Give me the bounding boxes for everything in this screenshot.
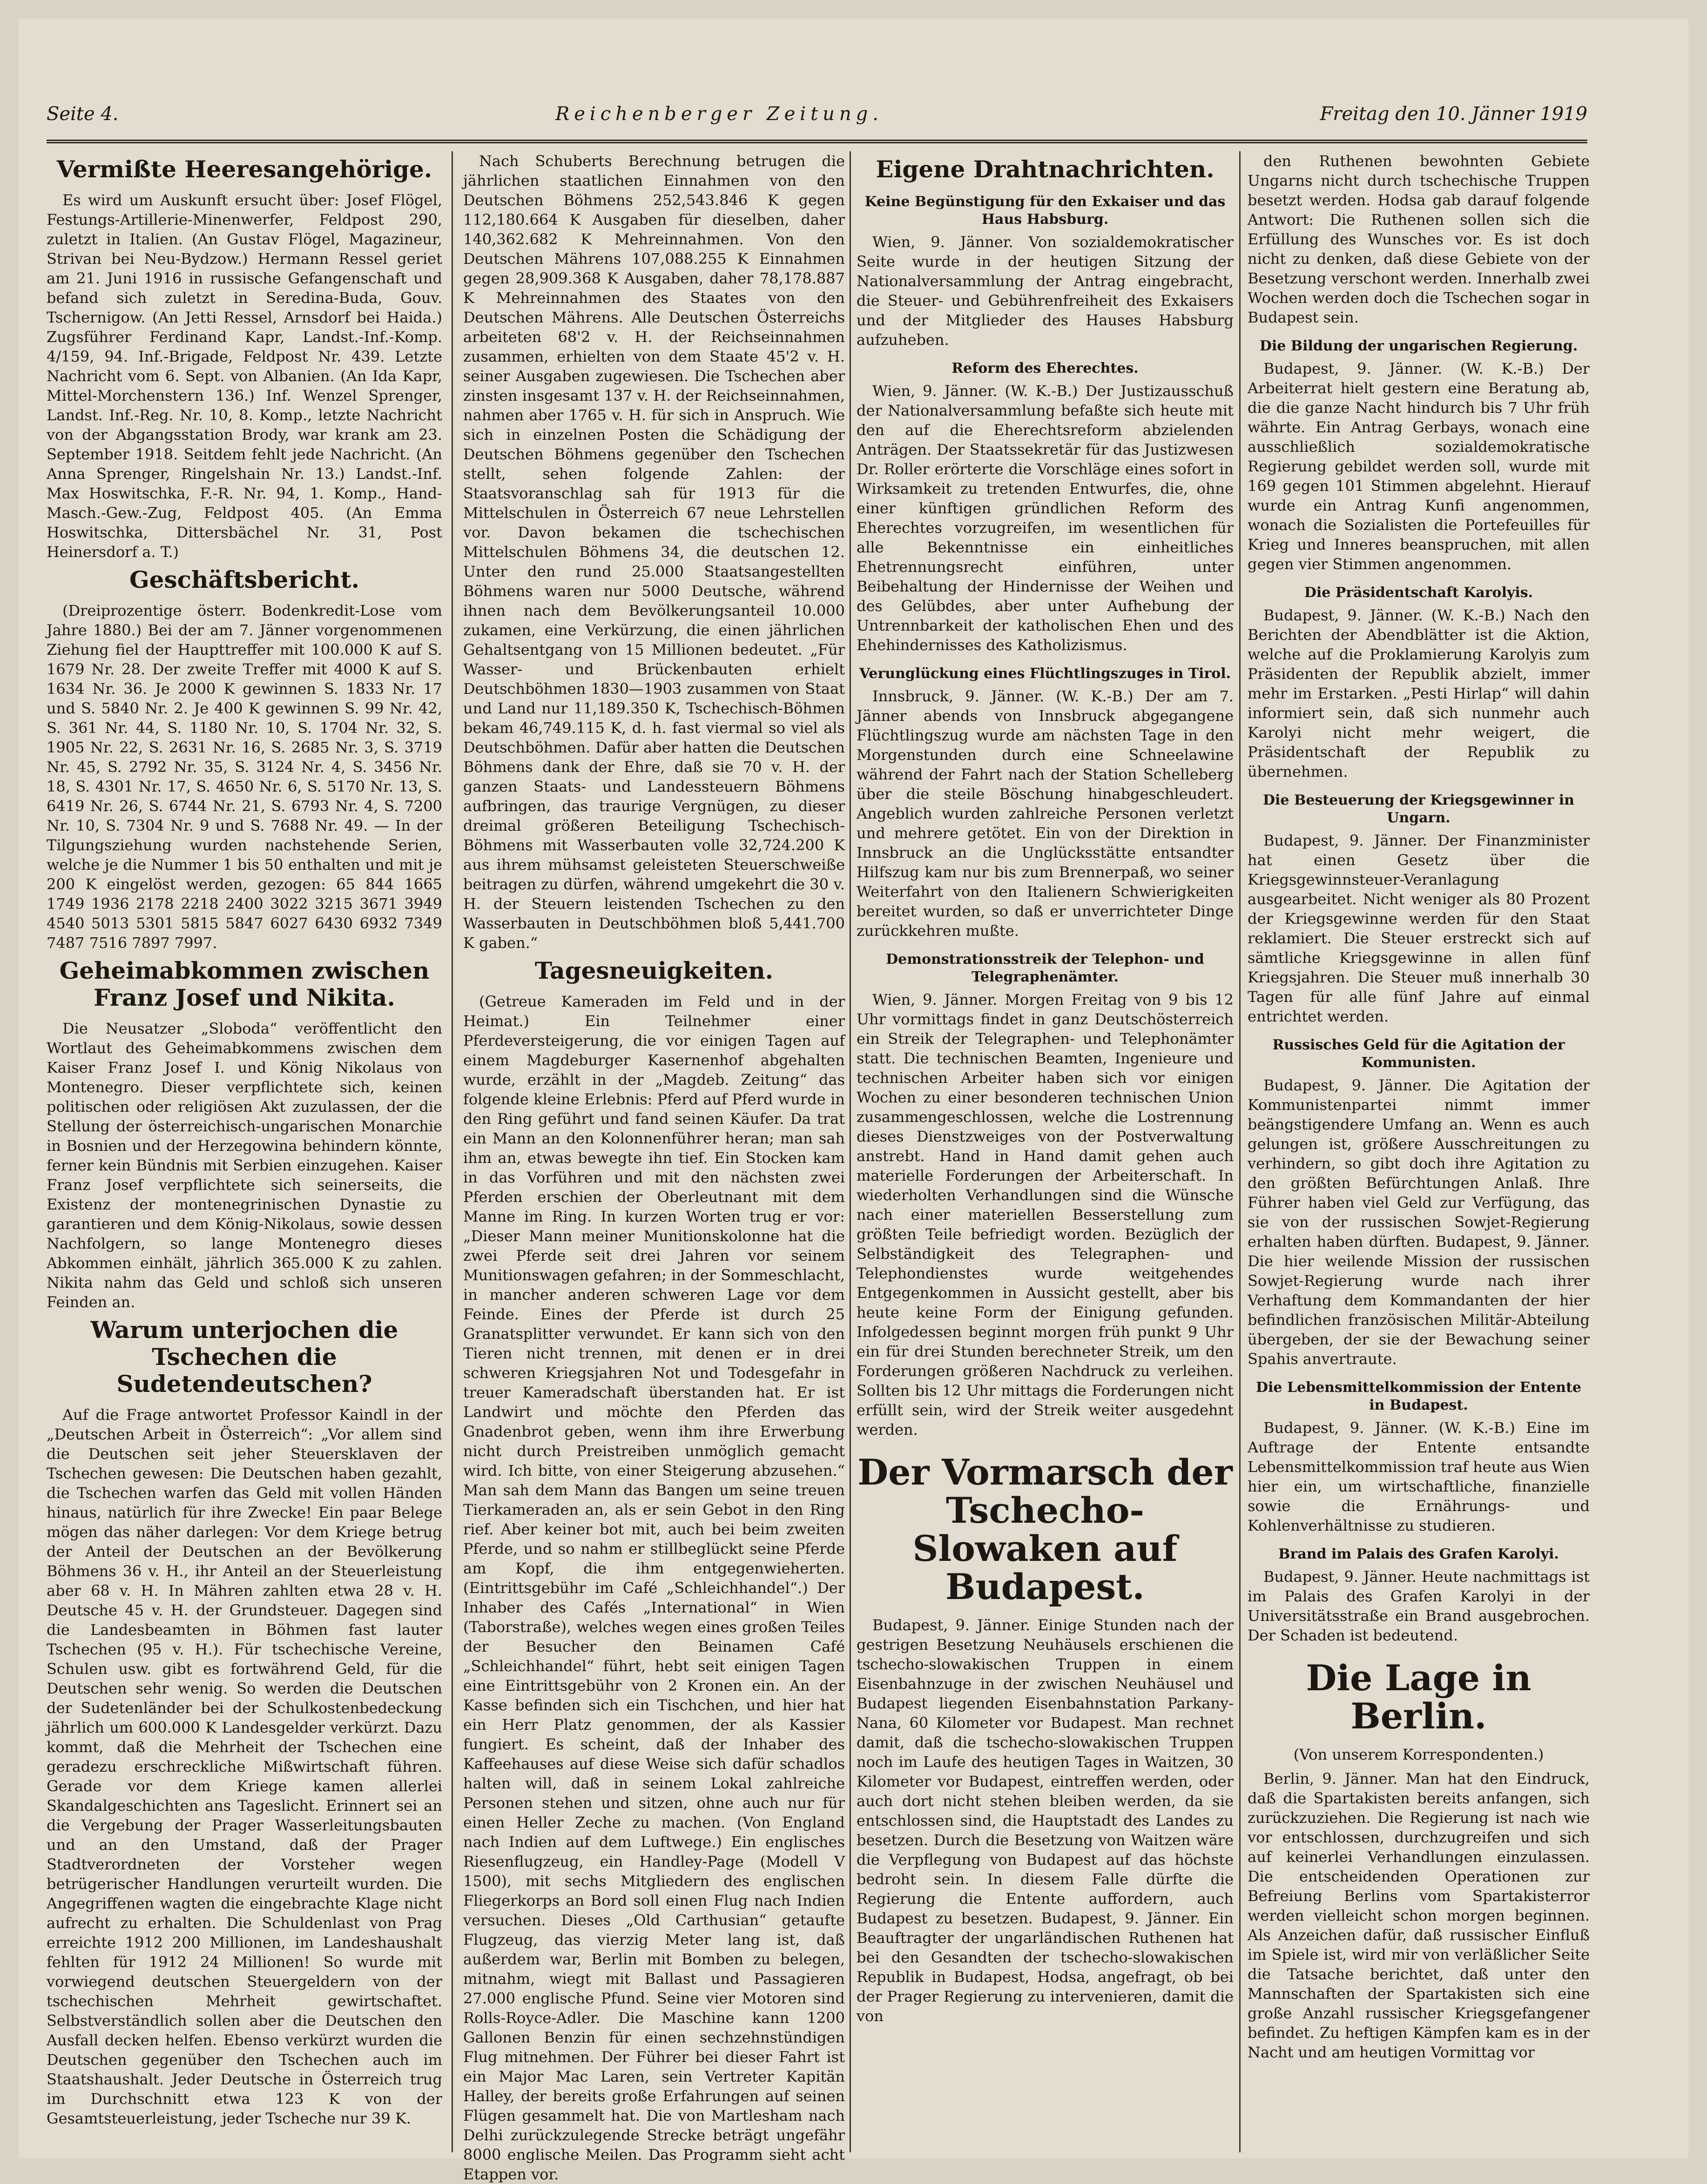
article-text: Innsbruck, 9. Jänner. (W. K.-B.) Der am 7. Jänner abends von Innsbruck abgegangene Flüchtlingszug wurde am nächsten Tage in den Morgenstunden durch eine Schneelawine während der Fahrt nach der Station Schelleberg über die steile Böschung hinabgeschleudert. Angeblich wurden zahlreiche Personen verletzt und mehrere getötet. Ein von der Direktion in Innsbruck an die Unglücksstätte entsandter Hilfszug kam nur bis zum Brennerpaß, wo seiner Weiterfahrt von den Italienern Schwierigkeiten bereitet wurden, so daß er unverrichteter Dinge zurückkehren mußte. (857, 687, 1234, 940)
article-text: Die Neusatzer „Sloboda“ veröffentlicht den Wortlaut des Geheimabkommens zwischen dem Kaiser Franz Josef I. und König Nikolaus von Montenegro. Dieser verpflichtete sich, keinen politischen oder religiösen Akt zuzulassen, der die Stellung der österreichisch-ungarischen Monarchie in Bosnien und der Herzegowina behindern könnte, ferner kein Bündnis mit Serbien einzugehen. Kaiser Franz Josef verpflichtete sich seinerseits, die Existenz der montenegrinischen Dynastie zu garantieren und dem König-Nikolaus, sowie dessen Nachfolgern, so lange Montenegro dieses Abkommen einhält, jährlich 365.000 K zu zahlen. Nikita nahm das Geld und schloß sich unseren Feinden an. (47, 1020, 442, 1311)
headline-advance-budapest: Der Vormarsch der Tschecho-Slowaken auf Budapest. (857, 1452, 1233, 1607)
article-title: Demonstrationsstreik der Telephon- und Telegraphenämter. (886, 951, 1204, 985)
column-2 (463, 151, 845, 2183)
article-text: Budapest, 9. Jänner. (W. K.-B.) Der Arbeiterrat hielt gestern eine Beratung ab, die die ganze Nacht hindurch bis 7 Uhr früh währte. Ein Antrag Gerbays, wonach eine ausschließlich sozialdemokratische Regierung gebildet werden soll, wurde mit 169 gegen 101 Stimmen abgelehnt. Hierauf wurde ein Antrag Kunfi angenommen, wonach die Sozialisten die Portefeuilles für Krieg und Inneres beanspruchen, mit allen gegen vier Stimmen angenommen. (1248, 360, 1590, 573)
article-text: Budapest, 9. Jänner. Einige Stunden nach der gestrigen Besetzung Neuhäusels erschienen die tschecho-slowakischen Truppen in einem Eisenbahnzuge in der zwischen Neuhäusel und Budapest liegenden Eisenbahnstation Parkany-Nana, 60 Kilometer vor Budapest. Man rechnet damit, daß die tschecho-slowakischen Truppen noch im Laufe des heutigen Tages in Waitzen, 30 Kilometer vor Budapest, eintreffen werden, oder auch dort nicht stehen bleiben werden, da sie entschlossen sind, die Hauptstadt des Landes zu besetzen. Durch die Besetzung von Waitzen wäre die Verpflegung von Budapest auf das höchste bedroht sein. In diesem Falle dürfte die Regierung die Entente auffordern, auch Budapest zu besetzen. Budapest, 9. Jänner. Ein Beauftragter der ungarländischen Ruthenen hat bei den Gesandten der tschecho-slowakischen Republik in Budapest, Hodsa, angefragt, ob bei der Prager Regierung zu intervenieren, damit die von (857, 1616, 1234, 2025)
column-4 (1248, 151, 1590, 2152)
column-rule (1239, 151, 1241, 2152)
column-1 (47, 151, 442, 2152)
article-title: Russisches Geld für die Agitation der Kommunisten. (1272, 1037, 1565, 1071)
article-text: Wien, 9. Jänner. Von sozialdemokratischer Seite wurde in der heutigen Sitzung der Nationalversammlung der Antrag eingebracht, die Steuer- und Gebührenfreiheit des Exkaisers und der Mitglieder des Hauses Habsburg aufzuheben. (857, 233, 1234, 349)
article-text: Nach Schuberts Berechnung betrugen die jährlichen staatlichen Einnahmen von den Deutschen Böhmens 252,543.846 K gegen 112,180.664 K Ausgaben für dieselben, daher 140,362.682 K Mehreinnahmen. Von den Deutschen Mährens 107,088.255 K Einnahmen gegen 28,909.368 K Ausgaben, daher 78,178.887 K Mehreinnahmen des Staates von den Deutschen Mährens. Alle Deutschen Österreichs arbeiteten 68'2 v. H. der Reichseinnahmen zusammen, erhielten von dem Staate 45'2 v. H. seiner Ausgaben zugewiesen. Die Tschechen aber zinsten insgesamt 137 v. H. der Reichseinnahmen, nahmen aber 1765 v. H. für sich in Anspruch. Wie sich in einzelnen Posten die Schädigung der Deutschen Böhmens gegenüber den Tschechen stellt, sehen folgende Zahlen: der Staatsvoranschlag sah für 1913 für die Mittelschulen in Österreich 67 neue Lehrstellen vor. Davon bekamen die tschechischen Mittelschulen Böhmens 34, die deutschen 12. Unter den rund 25.000 Staatsangestellten Böhmens waren nur 5000 Deutsche, während ihnen nach dem Bevölkerungsanteil 10.000 zukamen, eine Verkürzung, die einen jährlichen Gehaltsentgang von 15 Millionen bedeutet. „Für Wasser- und Brückenbauten erhielt Deutschböhmen 1830—1903 zusammen von Staat und Land nur 11,189.350 K, Tschechisch-Böhmen bekam 46,749.115 K, d. h. fast viermal so viel als Deutschböhmen. Dafür aber hatten die Deutschen Böhmens dank der Ehre, daß sie 70 v. H. der ganzen Staats- und Landessteuern Böhmens aufbringen, das traurige Vergnügen, zu dieser dreimal größeren Beteiligung Tschechisch-Böhmens mit Wasserbauten volle 32,724.200 K aus ihrem mühsamst geleisteten Steuerschweiße beitragen zu dürfen, während umgekehrt die 30 v. H. der Steuern leistenden Tschechen zu den Wasserbauten in Deutschböhmen bloß 5,441.700 K gaben.“ (463, 152, 845, 952)
article-text: Budapest, 9. Jänner. Heute nachmittags ist im Palais des Grafen Karolyi in der Universitätsstraße ein Brand ausgebrochen. Der Schaden ist bedeutend. (1248, 1568, 1590, 1644)
article-text: Berlin, 9. Jänner. Man hat den Eindruck, daß die Spartakisten bereits anfangen, sich zurückzuziehen. Die Regierung ist nach wie vor entschlossen, durchzugreifen und sich auf keinerlei Verhandlungen einzulassen. Die entscheidenden Operationen zur Befreiung Berlins vom Spartakisterror werden vielleicht schon morgen beginnen. Als Anzeichen dafür, daß russischer Einfluß im Spiele ist, wird mir von verläßlicher Seite die Tatsache berichtet, daß unter den Mannschaften der Spartakisten sich eine große Anzahl russischer Kriegsgefangener befindet. Zu heftigen Kämpfen kam es in der Nacht und am heutigen Vormittag vor (1248, 1770, 1590, 2061)
article-title: Die Lebensmittelkommission der Entente in Budapest. (1255, 1379, 1582, 1413)
article-text: Es wird um Auskunft ersucht über: Josef Flögel, Festungs-Artillerie-Minenwerfer, Feldpost 290, zuletzt in Italien. (An Gustav Flögel, Magazineur, Strivan bei Neu-Bydzow.) Hermann Ressel geriet am 21. Juni 1916 in russische Gefangenschaft und befand sich zuletzt in Seredina-Buda, Gouv. Tschernigow. (An Jetti Ressel, Arnsdorf bei Haida.) Zugsführer Ferdinand Kapr, Landst.-Inf.-Komp. 4/159, 94. Inf.-Brigade, Feldpost Nr. 439. Letzte Nachricht vom 6. Sept. von Albanien. (An Ida Kapr, Mittel-Morchenstern 136.) Inf. Wenzel Sprenger, Landst. Inf.-Reg. Nr. 10, 8. Komp., letzte Nachricht von der Abgangsstation Brody, war krank am 23. September 1918. Seitdem fehlt jede Nachricht. (An Anna Sprenger, Ringelshain Nr. 13.) Landst.-Inf. Max Hoswitschka, F.-R. Nr. 94, 1. Komp., Hand-Masch.-Gew.-Zug, Feldpost 405. (An Emma Hoswitschka, Dittersbächel Nr. 31, Post Heinersdorf a. T.) (47, 191, 442, 561)
article-title: Die Bildung der ungarischen Regierung. (1259, 338, 1578, 354)
article-title-missing-soldiers: Vermißte Heeresangehörige. (56, 155, 432, 183)
article-title: Die Präsidentschaft Karolyis. (1304, 585, 1533, 601)
article-title-sudeten: Warum unterjochen die Tschechen die Sudetendeutschen? (90, 1316, 398, 1398)
article-text: den Ruthenen bewohnten Gebiete Ungarns nicht durch tschechische Truppen besetzt werden. Hodsa gab darauf folgende Antwort: Die Ruthenen sollen sich die Erfüllung des Wunsches vor. Es ist doch nicht zu denken, daß diese Gebiete von der Besetzung verschont werden. Innerhalb zwei Wochen werden doch die Tschechen sogar in Budapest sein. (1248, 152, 1590, 326)
paper-name: Reichenberger Zeitung. (555, 103, 883, 125)
article-title: Verunglückung eines Flüchtlingszuges in Tirol. (859, 665, 1231, 682)
article-text: (Getreue Kameraden im Feld und in der Heimat.) Ein Teilnehmer einer Pferdeversteigerung, die vor einigen Tagen auf einem Magdeburger Kasernenhof abgehalten wurde, erzählt in der „Magdeb. Zeitung“ das folgende kleine Erlebnis: Pferd auf Pferd wurde in den Ring geführt und fand seinen Käufer. Da trat ein Mann an den Kolonnenführer heran; man sah ihm an, etwas bewegte ihn tief. Ein Stocken kam in das Vorführen und mit den nächsten zwei Pferden erschien der Oberleutnant mit dem Manne im Ring. In kurzen Worten trug er vor: „Dieser Mann meiner Munitionskolonne hat die zwei Pferde seit drei Jahren vor seinem Munitionswagen gefahren; in der Sommeschlacht, in mancher anderen schweren Lage vor dem Feinde. Eines der Pferde ist durch 25 Granatsplitter verwundet. Er kann sich von den Tieren nicht trennen, mit denen er in drei schweren Kriegsjahren Not und Todesgefahr in treuer Kameradschaft überstanden hat. Er ist Landwirt und möchte den Pferden das Gnadenbrot geben, wenn ihm ihre Erwerbung nicht durch Preistreiben unmöglich gemacht wird. Ich bitte, von einer Steigerung abzusehen.“ Man sah dem Mann das Bangen um seine treuen Tierkameraden an, als er sein Gebot in den Ring rief. Aber keiner bot mit, auch bei beim zweiten Pferde, und so nahm er stillbeglückt seine Pferde am Kopf, die ihm entgegenwieherten. (Eintrittsgebühr im Café „Schleichhandel“.) Der Inhaber des Cafés „International“ in Wien (Taborstraße), welches wegen eines großen Teiles der Besucher den Beinamen Café „Schleichhandel“ führt, hebt seit einigen Tagen eine Eintrittsgebühr von 2 Kronen ein. An der Kasse befinden sich ein Tischchen, und hier hat ein Herr Platz genommen, der als Kassier fungiert. Es scheint, daß der Inhaber des Kaffeehauses auf diese Weise sich dafür schadlos halten will, daß in seinem Lokal zahlreiche Personen stehen und sitzen, ohne auch nur für einen Heller Zeche zu machen. (Von England nach Indien auf dem Luftwege.) Ein englisches Riesenflugzeug, ein Handley-Page (Modell V 1500), mit sechs Mitgliedern des englischen Fliegerkorps an Bord soll einen Flug nach Indien versuchen. Dieses „Old Carthusian“ getaufte Flugzeug, das vierzig Meter lang ist, daß außerdem war, Berlin mit Bomben zu belegen, mitnahm, wiegt mit Ballast und Passagieren 27.000 englische Pfund. Seine vier Motoren sind Rolls-Royce-Adler. Die Maschine kann 1200 Gallonen Benzin für einen sechzehnstündigen Flug mitnehmen. Der Führer bei dieser Fahrt ist ein Major Mac Laren, sein Vertreter Kapitän Halley, der bereits große Erfahrungen auf seinen Flügen gesammelt hat. Die von Martlesham nach Delhi zurückzulegende Strecke beträgt ungefähr 8000 englische Meilen. Das Programm sieht acht Etappen vor. (463, 993, 845, 2183)
article-text: Auf die Frage antwortet Professor Kaindl in der „Deutschen Arbeit in Österreich“: „Vor allem sind die Deutschen seit jeher Steuersklaven der Tschechen gewesen: Die Deutschen haben gezahlt, die Tschechen warfen das Geld mit vollen Händen hinaus, natürlich für ihre Zwecke! Ein paar Belege mögen das näher darlegen: Vor dem Kriege betrug der Anteil der Deutschen an der Bevölkerung Böhmens 36 v. H., ihr Anteil an der Steuerleistung aber 68 v. H. In Mähren zahlten etwa 28 v. H. Deutsche 45 v. H. der Grundsteuer. Dagegen sind die Landesbeamten in Böhmen fast lauter Tschechen (95 v. H.). Für tschechische Vereine, Schulen usw. gibt es fortwährend Geld, für die Deutschen sehr wenig. So werden die Deutschen der Sudetenländer bei der Schulkostenbedeckung jährlich um 600.000 K Landesgelder verkürzt. Dazu kommt, daß die Mehrheit der Tschechen eine geradezu erschreckliche Mißwirtschaft führen. Gerade vor dem Kriege kamen allerlei Skandalgeschichten ans Tageslicht. Erinnert sei an die Vergebung der Prager Wasserleitungsbauten und an den Umstand, daß der Prager Stadtverordneten der Vorsteher wegen betrügerischer Handlungen verurteilt wurden. Die Angegriffenen wagten die eingebrachte Klage nicht aufrecht zu erhalten. Die Schuldenlast von Prag erreichte 1912 200 Millionen, im Landeshaushalt fehlten für 1912 24 Millionen! So wurde mit vorwiegend deutschen Steuergeldern von der tschechischen Mehrheit gewirtschaftet. Selbstverständlich sollen aber die Deutschen den Ausfall decken helfen. Ebenso verkürzt wurden die Deutschen gegenüber den Tschechen auch im Staatshaushalt. Jeder Deutsche in Österreich trug im Durchschnitt etwa 123 K von der Gesamtsteuerleistung, jeder Tscheche nur 39 K. (47, 1406, 442, 2127)
article-title-secret-agreement: Geheimabkommen zwischen Franz Josef und Nikita. (59, 957, 430, 1011)
article-title-business-report: Geschäftsbericht. (129, 566, 360, 593)
article-text: Budapest, 9. Jänner. Der Finanzminister hat einen Gesetz über die Kriegsgewinnsteuer-Veranlagung ausgearbeitet. Nicht weniger als 80 Prozent der Kriegsgewinne werden für den Staat reklamiert. Die Steuer erstreckt sich auf sämtliche Kriegsgewinne in allen fünf Kriegsjahren. Die Steuer muß innerhalb 30 Tagen für alle fünf Jahre auf einmal entrichtet werden. (1248, 832, 1590, 1025)
section-title-daily-news: Tagesneuigkeiten. (534, 957, 774, 984)
column-3 (857, 151, 1234, 2152)
article-title: Die Besteuerung der Kriegsgewinner in Ungarn. (1263, 792, 1574, 826)
article-title: Brand im Palais des Grafen Karolyi. (1278, 1546, 1559, 1562)
article-title: Reform des Eherechtes. (951, 360, 1139, 376)
column-rule (850, 151, 851, 2152)
section-title-wire-news: Eigene Drahtnachrichten. (876, 155, 1214, 183)
article-text: (Dreiprozentige österr. Bodenkredit-Lose vom Jahre 1880.) Bei der am 7. Jänner vorgenommenen Ziehung fiel der Haupttreffer mit 100.000 K auf S. 1679 Nr. 28. Der zweite Treffer mit 4000 K auf S. 1634 Nr. 36. Je 2000 K gewinnen S. 1833 Nr. 17 und S. 5840 Nr. 2. Je 400 K gewinnen S. 99 Nr. 42, S. 361 Nr. 44, S. 1180 Nr. 10, S. 1704 Nr. 32, S. 1905 Nr. 22, S. 2631 Nr. 16, S. 2685 Nr. 3, S. 3719 Nr. 45, S. 2792 Nr. 35, S. 3124 Nr. 4, S. 3456 Nr. 18, S. 4301 Nr. 17, S. 4650 Nr. 6, S. 5170 Nr. 13, S. 6419 Nr. 26, S. 6744 Nr. 21, S. 6793 Nr. 4, S. 7200 Nr. 10, S. 7304 Nr. 9 und S. 7688 Nr. 49. — In der Tilgungsziehung wurden nachstehende Serien, welche je die Nummer 1 bis 50 enthalten und mit je 200 K eingelöst werden, gezogen: 65 844 1665 1749 1936 2178 2218 2400 3022 3215 3671 3949 4540 5013 5301 5815 5847 6027 6430 6932 7349 7487 7516 7897 7997. (47, 602, 442, 952)
correspondent-note: (Von unserem Korrespondenten.) (1293, 1746, 1544, 1763)
newspaper-page (19, 19, 1688, 2183)
page-number: Seite 4. (47, 103, 119, 125)
column-rule (452, 151, 453, 2152)
headline-berlin: Die Lage in Berlin. (1306, 1657, 1532, 1737)
issue-date: Freitag den 10. Jänner 1919 (1320, 103, 1587, 125)
article-text: Budapest, 9. Jänner. Die Agitation der Kommunistenpartei nimmt immer beängstigendere Umfang an. Wenn es auch gelungen ist, größere Ausschreitungen zu verhindern, so gibt doch ihre Agitation zu den größten Befürchtungen Anlaß. Ihre Führer haben viel Geld zur Verfügung, das sie von der russischen Sowjet-Regierung erhalten haben dürften. Budapest, 9. Jänner. Die hier weilende Mission der russischen Sowjet-Regierung wurde nach ihrer Verhaftung dem Kommandanten der hier befindlichen französischen Militär-Abteilung übergeben, der sie der Bewachung seiner Spahis anvertraute. (1248, 1076, 1590, 1368)
article-text: Budapest, 9. Jänner. (W. K.-B.) Nach den Berichten der Abendblätter ist die Aktion, welche auf die Proklamierung Karolyis zum Präsidenten der Republik abzielt, immer mehr im Erstarken. „Pesti Hirlap“ will dahin informiert sein, daß sich nunmehr auch Karolyi nicht mehr weigert, die Präsidentschaft der Republik zu übernehmen. (1248, 606, 1590, 780)
article-text: Budapest, 9. Jänner. (W. K.-B.) Eine im Auftrage der Entente entsandte Lebensmittelkommission traf heute aus Wien hier ein, um wirtschaftliche, finanzielle sowie die Ernährungs- und Kohlenverhältnisse zu studieren. (1248, 1419, 1590, 1534)
article-title: Keine Begünstigung für den Exkaiser und das Haus Habsburg. (864, 194, 1226, 228)
masthead (47, 88, 1587, 143)
article-text: Wien, 9. Jänner. Morgen Freitag von 9 bis 12 Uhr vormittags findet in ganz Deutschösterreich ein Streik der Telegraphen- und Telephonämter statt. Die technischen Beamten, Ingenieure und technischen Arbeiter haben sich vor einigen Wochen zu einer besonderen technischen Union zusammengeschlossen, welche die Lostrennung dieses Dienstzweiges von der Postverwaltung anstrebt. Hand in Hand damit gehen auch materielle Forderungen der Arbeiterschaft. In wiederholten Verhandlungen sind die Wünsche nach einer materiellen Besserstellung zum größten Teile befriedigt worden. Bezüglich der Selbständigkeit des Telegraphen- und Telephondienstes wurde weitgehendes Entgegenkommen in Aussicht gestellt, aber bis heute keine Form der Einigung gefunden. Infolgedessen beginnt morgen früh punkt 9 Uhr ein für drei Stunden berechneter Streik, um den Forderungen größeren Nachdruck zu verleihen. Sollten bis 12 Uhr mittags die Forderungen nicht erfüllt sein, wird der Streik weiter ausgedehnt werden. (857, 991, 1234, 1438)
article-text: Wien, 9. Jänner. (W. K.-B.) Der Justizausschuß der Nationalversammlung befaßte sich heute mit den auf die Eherechtsreform abzielenden Anträgen. Der Staatssekretär für das Justizwesen Dr. Roller erörterte die Vorschläge eines sofort in Wirksamkeit zu tretenden Entwurfes, die, ohne einer künftigen gründlichen Reform des Eherechtes vorzugreifen, im wesentlichen für alle Bekenntnisse ein einheitliches Ehetrennungsrecht einführen, unter Beibehaltung der Hindernisse der Weihen und des Gelübdes, aber unter Aufhebung der Untrennbarkeit der katholischen Ehen und des Ehehindernisses des Katholizismus. (857, 382, 1234, 654)
